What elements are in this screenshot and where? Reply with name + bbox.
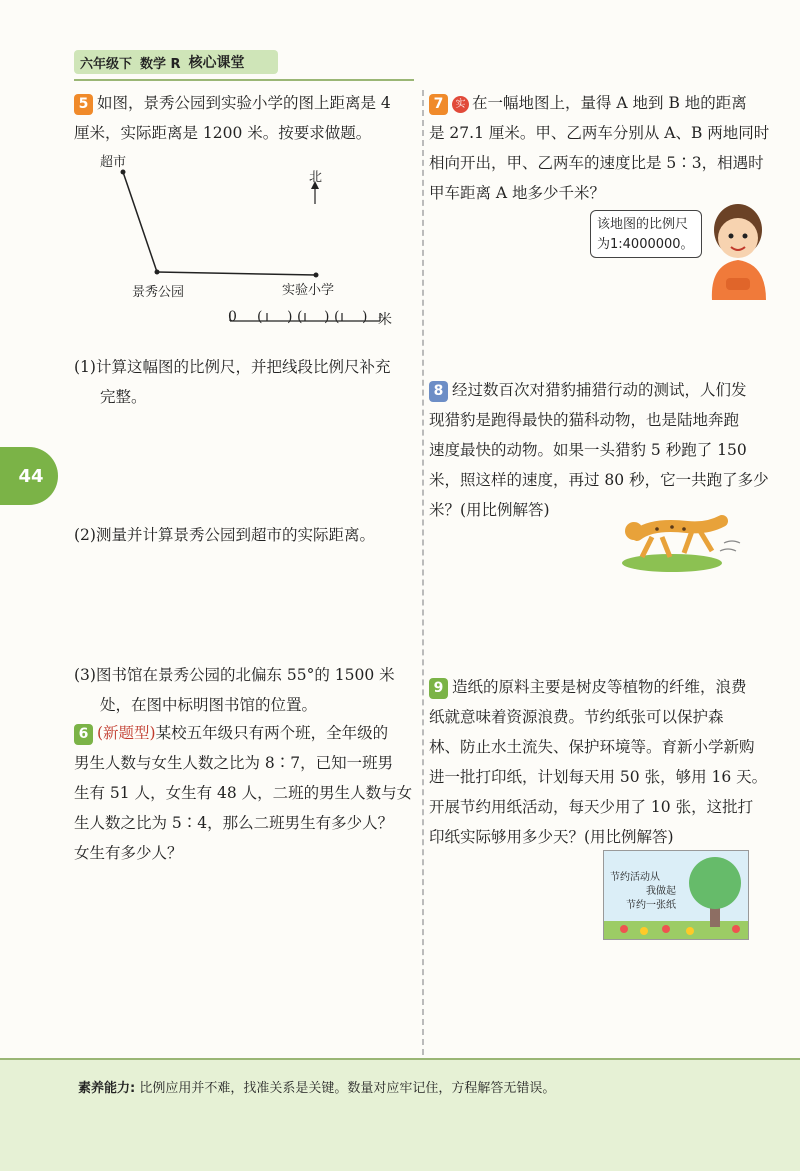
- motion-line: [720, 549, 736, 551]
- cheetah-body: [637, 521, 722, 535]
- motion-line: [724, 541, 740, 543]
- flower-icon: [620, 925, 628, 933]
- flower-icon: [640, 927, 648, 935]
- park-point: [155, 270, 160, 275]
- cheetah-head: [625, 522, 643, 540]
- boy-eye: [729, 234, 734, 239]
- boy-face: [718, 218, 758, 258]
- footer-band: [0, 1058, 800, 1171]
- header-subject: 数学 R: [140, 56, 181, 72]
- problem-5-q1: (1)计算这幅图的比例尺，并把线段比例尺补充 完整。: [74, 358, 391, 406]
- problem-5-line-1: 5 如图，景秀公园到实验小学的图上距离是 4: [74, 88, 419, 118]
- cheetah-leg: [642, 537, 652, 557]
- problem-5: [74, 88, 419, 148]
- boy-eye: [743, 234, 748, 239]
- column-divider: [422, 90, 424, 1055]
- map-diagram: [70, 145, 410, 345]
- problem-6-number: 6: [74, 724, 93, 745]
- scale-blank-open: (: [297, 309, 303, 325]
- cheetah-leg: [700, 531, 712, 551]
- cheetah-illustration: [612, 505, 752, 575]
- label-north: 北: [309, 170, 323, 185]
- scale-blank-close: ): [324, 309, 330, 325]
- problem-6: 6 (新题型)某校五年级只有两个班，全年级的 男生人数与女生人数之比为 8∶7，已知一班男 生有 51 人，女生有 48 人，二班的男生人数与女 生人数之比为 5∶4，那么二班男生有多少人？ 女生有多少人？: [74, 724, 413, 862]
- practice-badge-icon: 实: [452, 96, 469, 113]
- header-grade: 六年级下: [80, 56, 133, 72]
- new-type-tag: (新题型): [97, 724, 156, 742]
- scale-blank-open: (: [257, 309, 263, 325]
- problem-5-number: 5: [74, 94, 93, 115]
- cheetah-leg: [684, 531, 692, 553]
- supermarket-point: [121, 170, 126, 175]
- scale-blank-close: ): [362, 309, 368, 325]
- page-number: 44: [18, 465, 44, 487]
- label-park: 景秀公园: [132, 285, 185, 300]
- boy-illustration: [700, 200, 780, 310]
- grass-patch: [622, 554, 722, 572]
- line-park-to-supermarket: [123, 172, 157, 272]
- problem-8-number: 8: [429, 381, 448, 402]
- poster-illustration: [603, 850, 749, 940]
- header-banner: [74, 50, 278, 74]
- footer-text: [78, 1077, 555, 1096]
- problem-8: 8 经过数百次对猎豹捕猎行动的测试，人们发 现猎豹是跑得最快的猫科动物，也是陆地奔跑 速度最快的动物。如果一头猎豹 5 秒跑了 150 米，照这样的速度，再过 80 秒，它一共跑了多少 米？(用比例解答): [429, 381, 769, 519]
- poster-text: 节约活动从 我做起 节约一张纸: [610, 872, 676, 911]
- flower-icon: [662, 925, 670, 933]
- problem-5-q3: (3)图书馆在景秀公园的北偏东 55°的 1500 米 处，在图中标明图书馆的位置。: [74, 666, 395, 714]
- problem-5-line-2: 厘米，实际距离是 1200 米。按要求做题。: [74, 124, 372, 142]
- cheetah-spot: [682, 527, 686, 531]
- flower-icon: [686, 927, 694, 935]
- problem-9-number: 9: [429, 678, 448, 699]
- label-school: 实验小学: [282, 283, 335, 298]
- speech-bubble: 该地图的比例尺 为1:4000000。: [590, 210, 702, 258]
- problem-5-q2: (2)测量并计算景秀公园到超市的实际距离。: [74, 526, 375, 544]
- header-rule: [74, 79, 414, 81]
- problem-7-number: 7: [429, 94, 448, 115]
- scale-zero: 0: [228, 309, 237, 325]
- flower-icon: [732, 925, 740, 933]
- header-series: 核心课堂: [188, 55, 245, 71]
- page-number-tab: [0, 447, 58, 505]
- boy-pocket: [726, 278, 750, 290]
- scale-unit: 米: [378, 312, 392, 328]
- footer-label: 素养能力:: [78, 1081, 136, 1096]
- footer-body: 比例应用并不难，找准关系是关键。数量对应牢记住，方程解答无错误。: [139, 1081, 556, 1096]
- tree-crown-icon: [689, 857, 741, 909]
- problem-9: 9 造纸的原料主要是树皮等植物的纤维，浪费 纸就意味着资源浪费。节约纸张可以保护森 林、防止水土流失、保护环境等。育新小学新购 进一批打印纸，计划每天用 50 张，够用 16 天。 开展节约用纸活动，每天少用了 10 张，这批打 印纸实际够用多少天？(用比例解答): [429, 678, 768, 846]
- problem-7: 7 实 在一幅地图上，量得 A 地到 B 地的距离 是 27.1 厘米。甲、乙两车分别从 A、B 两地同时 相向开出，甲、乙两车的速度比是 5∶3，相遇时 甲车距离 A 地多少千米？: [429, 94, 770, 202]
- scale-blank-close: ): [287, 309, 293, 325]
- label-supermarket: 超市: [100, 155, 127, 170]
- line-park-to-school: [157, 272, 316, 275]
- school-point: [314, 273, 319, 278]
- scale-blank-open: (: [334, 309, 340, 325]
- cheetah-leg: [662, 537, 670, 557]
- cheetah-spot: [670, 525, 674, 529]
- cheetah-spot: [655, 527, 659, 531]
